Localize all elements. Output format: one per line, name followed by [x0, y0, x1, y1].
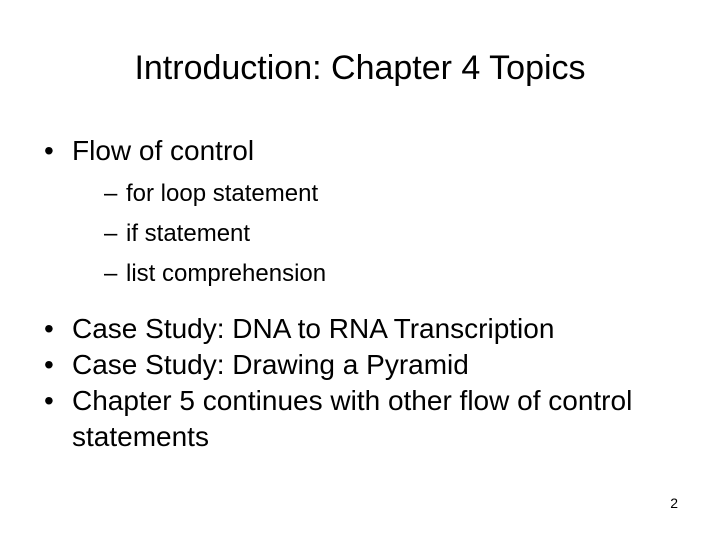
bullet-mark: •: [44, 313, 54, 344]
sub-bullet-mark: –: [104, 180, 118, 207]
sub-bullet-text: for loop statement: [126, 180, 319, 207]
bullet-item: [44, 133, 684, 169]
bullet-mark: •: [44, 349, 54, 380]
sub-bullet-mark: –: [104, 260, 118, 287]
bullet-mark: •: [44, 135, 54, 166]
sub-bullet-item: [104, 174, 684, 214]
bullet-item: [44, 347, 684, 383]
sub-bullet-text: if statement: [126, 220, 251, 247]
bullet-mark: •: [44, 385, 54, 416]
bullet-text: Flow of control: [72, 135, 255, 166]
sub-bullet-item: [104, 254, 684, 294]
sub-list: [104, 174, 684, 294]
slide-content: [44, 133, 684, 455]
sub-bullet-mark: –: [104, 220, 118, 247]
bullet-text: Case Study: Drawing a Pyramid: [72, 349, 469, 380]
page-number: 2: [670, 495, 678, 511]
sub-bullet-text: list comprehension: [126, 260, 327, 287]
sub-bullet-item: [104, 214, 684, 254]
bullet-item: [44, 383, 684, 455]
bullet-text: Case Study: DNA to RNA Transcription: [72, 313, 555, 344]
bullet-text: Chapter 5 continues with other flow of control statements: [72, 385, 633, 452]
bullet-item: [44, 311, 684, 347]
slide-title: Introduction: Chapter 4 Topics: [134, 49, 586, 87]
